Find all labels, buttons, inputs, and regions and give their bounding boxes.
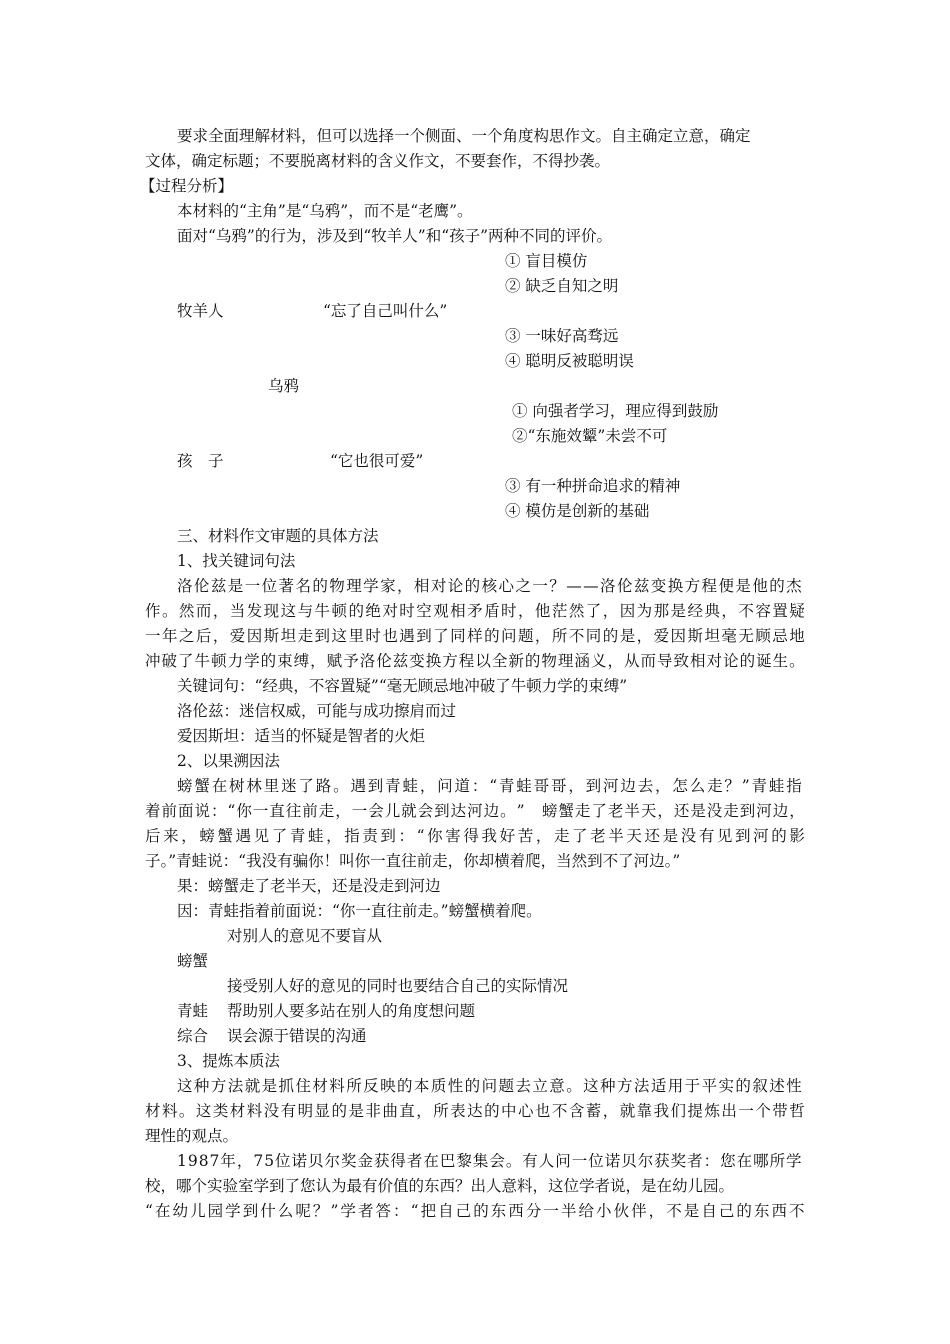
nobel-line-1: 1 9 8 7 年 ， 7 5 位 诺 贝 尔 奖 金 获 得 者 在 巴 黎 集 会 。 有 人 问 一 位 诺 贝 尔 获 奖 者 ： 您 在 哪 所 学 — [177, 1152, 802, 1170]
frog-point: 帮助别人要多站在别人的角度想问题 — [227, 1002, 476, 1020]
essence-line-1: 这 种 方 法 就 是 抓 住 材 料 所 反 映 的 本 质 性 的 问 题 去 立 意 。 这 种 方 法 适 用 于 平 实 的 叙 述 性 — [177, 1077, 802, 1095]
crab-line-3: 后 来 ， 螃 蟹 遇 见 了 青 蛙 ， 指 责 到 ： “ 你 害 得 我 好 苦 ， 走 了 老 半 天 还 是 没 有 见 到 河 的 影 — [145, 827, 805, 845]
lorentz-line-4: 冲 破 了 牛 顿 力 学 的 束 缚 ， 赋 予 洛 伦 兹 变 换 方 程 以 全 新 的 物 理 涵 义 ， 从 而 导 致 相 对 论 的 诞 生 。 — [145, 652, 805, 670]
lorentz-line-2: 作 。 然 而 ， 当 发 现 这 与 牛 顿 的 绝 对 时 空 观 相 矛 盾 时 ， 他 茫 然 了 ， 因 为 那 是 经 典 ， 不 容 置 疑 — [145, 602, 805, 620]
child-quote: “它也很可爱” — [330, 452, 424, 470]
lorentz-point: 洛伦兹：迷信权威，可能与成功擦肩而过 — [177, 702, 457, 720]
shepherd-quote: “忘了自己叫什么” — [323, 302, 448, 320]
child-point-2: ②“东施效颦”未尝不可 — [512, 427, 668, 445]
child-point-1: ① 向强者学习，理应得到鼓励 — [512, 402, 719, 420]
main-role-line: 本材料的“主角”是“乌鸦”，而不是“老鹰”。 — [177, 202, 473, 220]
two-views-line: 面对“乌鸦”的行为，涉及到“牧羊人”和“孩子”两种不同的评价。 — [177, 227, 613, 245]
summary-point: 误会源于错误的沟通 — [227, 1027, 367, 1045]
child-label: 孩 子 — [177, 452, 224, 470]
einstein-point: 爱因斯坦：适当的怀疑是智者的火炬 — [177, 727, 426, 745]
lorentz-line-3: 一 年 之 后 ， 爱 因 斯 坦 走 到 这 里 时 也 遇 到 了 同 样 的 问 题 ， 所 不 同 的 是 ， 爱 因 斯 坦 毫 无 顾 忌 地 — [145, 627, 805, 645]
method-3-title: 3、提炼本质法 — [177, 1052, 280, 1070]
frog-label: 青蛙 — [177, 1002, 209, 1020]
cause-line: 因：青蛙指着前面说：“你一直往前走。”螃蟹横着爬。 — [177, 902, 542, 920]
summary-label: 综合 — [177, 1027, 209, 1045]
shepherd-point-4: ④ 聪明反被聪明误 — [505, 352, 634, 370]
keywords-line: 关键词句：“经典，不容置疑”“毫无顾忌地冲破了牛顿力学的束缚” — [177, 677, 628, 695]
requirement-line-2: 文体，确定标题；不要脱离材料的含义作文，不要套作，不得抄袭。 — [145, 152, 611, 170]
child-point-3: ③ 有一种拼命追求的精神 — [505, 477, 681, 495]
effect-line: 果：螃蟹走了老半天，还是没走到河边 — [177, 877, 441, 895]
child-point-4: ④ 模仿是创新的基础 — [505, 502, 650, 520]
essence-line-3: 理性的观点。 — [145, 1127, 239, 1145]
shepherd-point-3: ③ 一味好高骛远 — [505, 327, 619, 345]
method-2-title: 2、以果溯因法 — [177, 752, 280, 770]
shepherd-point-2: ② 缺乏自知之明 — [505, 277, 619, 295]
requirement-line-1: 要求全面理解材料，但可以选择一个侧面、一个角度构思作文。自主确定立意，确定 — [177, 127, 751, 145]
section-3-heading: 三、材料作文审题的具体方法 — [177, 527, 379, 545]
shepherd-point-1: ① 盲目模仿 — [505, 252, 588, 270]
crab-line-4: 子。”青蛙说：“我没有骗你！叫你一直往前走，你却横着爬，当然到不了河边。” — [145, 852, 681, 870]
nobel-line-3: “ 在 幼 儿 园 学 到 什 么 呢 ？ ” 学 者 答 ： “ 把 自 己 的 东 西 分 一 半 给 小 伙 伴 ， 不 是 自 己 的 东 西 不 — [145, 1202, 805, 1220]
crab-label: 螃蟹 — [177, 952, 209, 970]
shepherd-label: 牧羊人 — [177, 302, 224, 320]
nobel-line-2: 校，哪个实验室学到了您认为最有价值的东西？出人意料，这位学者说，是在幼儿园。 — [145, 1177, 735, 1195]
crow-label: 乌鸦 — [268, 377, 300, 395]
process-heading: 【过程分析】 — [140, 177, 234, 195]
crab-point-2: 接受别人好的意见的同时也要结合自己的实际情况 — [227, 977, 569, 995]
crab-line-1: 螃 蟹 在 树 林 里 迷 了 路 。 遇 到 青 蛙 ， 问 道 ： “ 青 蛙 哥 哥 ， 到 河 边 去 ， 怎 么 走 ？ ” 青 蛙 指 — [177, 777, 802, 795]
lorentz-line-1: 洛 伦 兹 是 一 位 著 名 的 物 理 学 家 ， 相 对 论 的 核 心 之 一 ？ — — 洛 伦 兹 变 换 方 程 便 是 他 的 杰 — [177, 577, 802, 595]
essence-line-2: 材 料 。 这 类 材 料 没 有 明 显 的 是 非 曲 直 ， 所 表 达 的 中 心 也 不 含 蓄 ， 就 靠 我 们 提 炼 出 一 个 带 哲 — [145, 1102, 805, 1120]
method-1-title: 1、找关键词句法 — [177, 552, 296, 570]
crab-point-1: 对别人的意见不要盲从 — [227, 927, 383, 945]
crab-line-2: 着 前 面 说 ： “ 你 一 直 往 前 走 ， 一 会 儿 就 会 到 达 河 边 。 ” 螃 蟹 走 了 老 半 天 ， 还 是 没 走 到 河 边 ， — [145, 802, 805, 820]
